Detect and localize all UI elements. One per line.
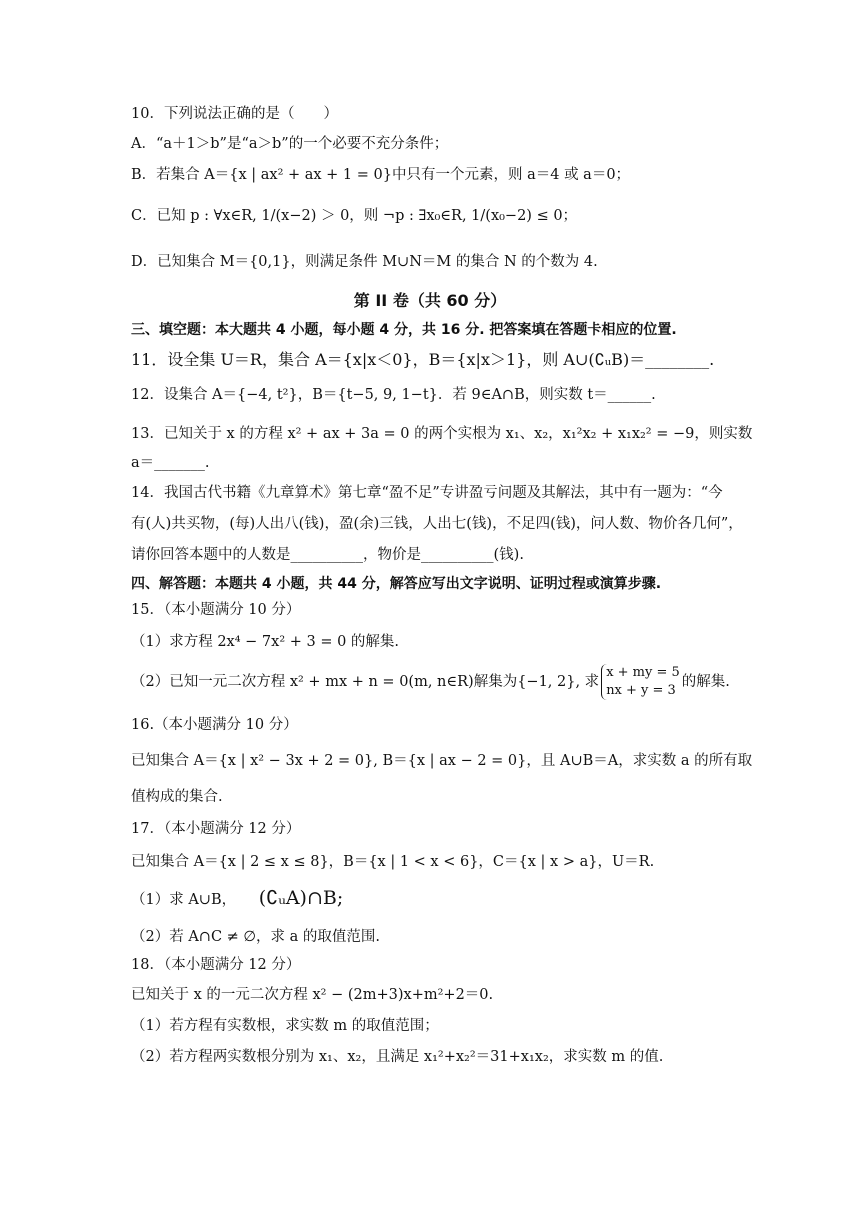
- q13-line1: 13．已知关于 x 的方程 x² + ax + 3a = 0 的两个实根为 x₁、x₂，x₁²x₂ + x₁x₂² = −9，则实数: [131, 426, 753, 442]
- q16-line1: 已知集合 A＝{x | x² − 3x + 2 = 0}, B＝{x | ax − 2 = 0}，且 A∪B＝A，求实数 a 的所有取: [131, 753, 753, 769]
- q18-heading: 18．（本小题满分 12 分）: [131, 957, 301, 973]
- q15-equation-system: [601, 664, 680, 700]
- q10-stem: 10．下列说法正确的是（ ）: [131, 106, 338, 122]
- q14-line3: 请你回答本题中的人数是__________，物价是__________(钱).: [131, 547, 524, 563]
- q11: 11．设全集 U＝R，集合 A＝{x|x＜0}，B＝{x|x＞1}，则 A∪(∁ᵤB)＝________.: [131, 350, 715, 369]
- q15-eq2: nx + y = 3: [606, 683, 676, 698]
- section3-heading: 三、填空题：本大题共 4 小题，每小题 4 分，共 16 分. 把答案填在答题卡相应的位置.: [131, 322, 677, 338]
- q18-line1: 已知关于 x 的一元二次方程 x² − (2m+3)x+m²+2＝0.: [131, 987, 494, 1003]
- q17-line3: （2）若 A∩C ≠ ∅，求 a 的取值范围.: [131, 929, 381, 945]
- q14-line1: 14．我国古代书籍《九章算术》第七章“盈不足”专讲盈亏问题及其解法，其中有一题为：“今: [131, 485, 723, 501]
- q10-option-c: C．已知 p : ∀x∈R, 1/(x−2) ＞ 0，则 ¬p : ∃x₀∈R, 1/(x₀−2) ≤ 0；: [131, 208, 578, 224]
- q17-part1-expr: (∁ᵤA)∩B;: [258, 887, 344, 909]
- q15-part2: [131, 664, 730, 700]
- q15-part2-end: 的解集.: [681, 674, 730, 690]
- q17-part1-text: （1）求 A∪B，: [131, 892, 237, 908]
- section4-heading: 四、解答题：本题共 4 小题，共 44 分，解答应写出文字说明、证明过程或演算步骤.: [131, 576, 662, 592]
- q15-heading: 15．（本小题满分 10 分）: [131, 602, 301, 618]
- part2-title: 第 II 卷（共 60 分）: [353, 291, 507, 310]
- q12: 12．设集合 A＝{−4, t²}，B＝{t−5, 9, 1−t}．若 9∈A∩B，则实数 t＝______.: [131, 387, 656, 403]
- q15-part1: （1）求方程 2x⁴ − 7x² + 3 = 0 的解集.: [131, 634, 400, 650]
- q18-line2: （1）若方程有实数根，求实数 m 的取值范围；: [131, 1018, 439, 1034]
- q18-line3: （2）若方程两实数根分别为 x₁、x₂，且满足 x₁²+x₂²＝31+x₁x₂，求实数 m 的值.: [131, 1049, 664, 1065]
- q17-line2: [131, 888, 343, 910]
- q10-option-a: A．“a＋1＞b”是“a＞b”的一个必要不充分条件；: [131, 136, 449, 152]
- q17-heading: 17．（本小题满分 12 分）: [131, 821, 301, 837]
- q15-part2-text: （2）已知一元二次方程 x² + mx + n = 0(m, n∈R)解集为{−1, 2}, 求: [131, 674, 600, 690]
- q10-option-b: B．若集合 A＝{x | ax² + ax + 1 = 0}中只有一个元素，则 a＝4 或 a＝0；: [131, 167, 631, 183]
- q13-line2: a＝_______.: [131, 455, 210, 471]
- q16-line2: 值构成的集合.: [131, 789, 223, 805]
- q17-line1: 已知集合 A＝{x | 2 ≤ x ≤ 8}，B＝{x | 1 < x < 6}，C＝{x | x > a}，U＝R.: [131, 854, 655, 870]
- q14-line2: 有(人)共买物，(每)人出八(钱)，盈(余)三钱，人出七(钱)，不足四(钱)，问人数、物价各几何”，: [131, 516, 743, 532]
- q15-eq1: x + my = 5: [606, 665, 680, 680]
- q16-heading: 16.（本小题满分 10 分）: [131, 717, 298, 733]
- q10-option-d: D．已知集合 M＝{0,1}，则满足条件 M∪N＝M 的集合 N 的个数为 4.: [131, 254, 598, 270]
